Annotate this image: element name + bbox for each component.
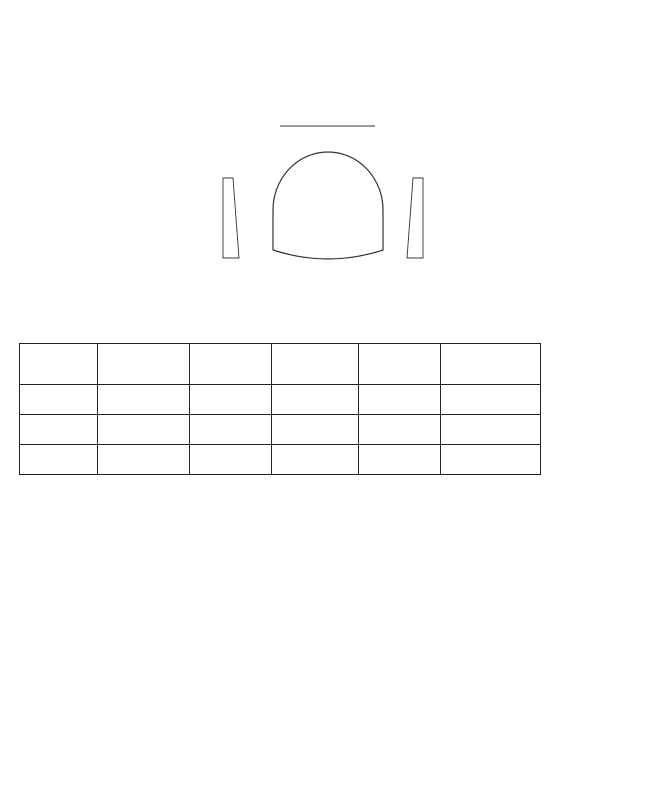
table-header-row bbox=[20, 344, 541, 385]
table-cell bbox=[271, 445, 359, 475]
header-cell bbox=[20, 344, 98, 385]
table-cell bbox=[441, 445, 541, 475]
table-cell bbox=[359, 445, 441, 475]
material-properties-table bbox=[19, 343, 541, 475]
tunnel-model-figure bbox=[195, 118, 465, 290]
table-cell bbox=[20, 385, 98, 415]
table-cell bbox=[271, 385, 359, 415]
table-cell bbox=[189, 415, 271, 445]
table-cell bbox=[359, 385, 441, 415]
table-cell bbox=[20, 445, 98, 475]
table-cell bbox=[189, 445, 271, 475]
table-cell bbox=[441, 415, 541, 445]
table-cell bbox=[189, 385, 271, 415]
table-cell bbox=[271, 415, 359, 445]
table-cell bbox=[359, 415, 441, 445]
right-load-arrows bbox=[407, 178, 423, 258]
table-row bbox=[20, 415, 541, 445]
tunnel-lining bbox=[273, 152, 383, 259]
table-cell bbox=[441, 385, 541, 415]
left-load-arrows bbox=[223, 178, 239, 258]
table-cell bbox=[97, 445, 189, 475]
table-row bbox=[20, 445, 541, 475]
table-cell bbox=[20, 415, 98, 445]
table-cell bbox=[97, 385, 189, 415]
header-cell bbox=[97, 344, 189, 385]
header-cell bbox=[359, 344, 441, 385]
table-row bbox=[20, 385, 541, 415]
header-cell bbox=[271, 344, 359, 385]
table-cell bbox=[97, 415, 189, 445]
header-cell bbox=[441, 344, 541, 385]
header-cell bbox=[189, 344, 271, 385]
